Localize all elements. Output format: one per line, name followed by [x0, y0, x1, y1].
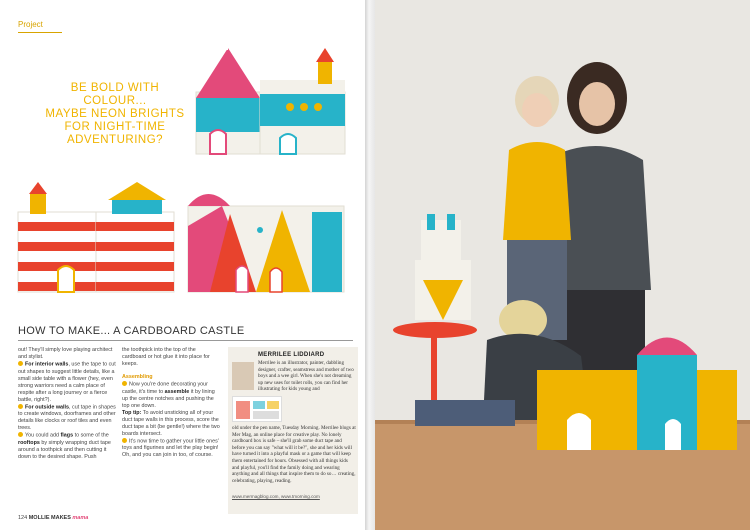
body-column-2: [122, 347, 220, 459]
bio-text-continued: old under the pen name, Tuesday Morning. Merrilee blogs at Mer Mag, an online place for creative play. No lonely cardboard box is safe – she'll grab some duct tape and before you can say "what will it be?", she and her kids will have turned it into a playful mask or a game that will keep them entertained for hours. Obsessed with all things kids and playful, you'll find the family doing and wearing anything and all things that inspire them to do so… creating, celebrating, playing, reading.: [232, 425, 356, 484]
castle-craft-top: [196, 42, 345, 154]
headline-line-3: FOR NIGHT-TIME: [64, 121, 166, 133]
top-tip-label: Top tip:: [122, 409, 142, 416]
howto-rule: [18, 340, 353, 341]
pull-quote-headline: [45, 82, 185, 147]
blog-screenshot-image: [232, 396, 282, 422]
top-tip-text: To avoid unsticking all of your duct tape walls in this process, score the duct tape a bit (be gentle!) where the two boards intersect.: [122, 409, 220, 437]
col1-text-4c: by simply wrapping duct tape around a toothpick and then cutting it down to the desired shape. Push: [18, 439, 111, 460]
col2-text-2b: it by lining up the centre notches and pushing the top one down.: [122, 388, 215, 409]
page-gutter: [365, 0, 375, 530]
col1-text-3: , cut tape in shapes to create windows, doorframes and other details like clocks or roof tiles and even trees.: [18, 404, 116, 431]
section-label: Project: [18, 20, 43, 29]
col1-bold-3: flags: [60, 432, 74, 439]
col1-bold-4: rooftops: [18, 439, 40, 446]
col1-bold-1: For interior walls: [25, 361, 69, 368]
cardboard-castle-photos: [0, 0, 365, 320]
right-page-photo: [375, 0, 750, 530]
col1-text-4b: to some of the: [73, 432, 109, 439]
col1-text-4a: You could add: [25, 432, 61, 439]
bullet-icon: [122, 438, 127, 443]
subhead-assembling: Assembling: [122, 374, 153, 380]
col2-paragraph-3: [122, 438, 220, 460]
col1-paragraph-3: [18, 404, 116, 433]
bio-title: MERRILEE LIDDIARD: [258, 352, 325, 358]
headline-line-4: ADVENTURING?: [66, 134, 164, 146]
col2-paragraph-2: [122, 381, 220, 410]
body-column-1: [18, 347, 116, 461]
page-number: 124: [18, 515, 28, 521]
col2-paragraph-1: the toothpick into the top of the cardboard or hot glue it into place for keeps.: [122, 347, 210, 367]
magazine-name: MOLLIE MAKES: [28, 515, 71, 521]
page-folio: [18, 515, 88, 521]
col1-paragraph-4: [18, 432, 116, 461]
headline-line-2: MAYBE NEON BRIGHTS: [45, 108, 185, 120]
col2-text-2a: Now you're done decorating your castle, it's time to: [122, 381, 208, 395]
col1-paragraph-1: out! They'll simply love playing architect and stylist.: [18, 347, 113, 360]
bio-text: Merrilee is an illustrator, painter, dabbling designer, crafter, seamstress and mother of two boys and a wee girl. When she's not dreaming up new uses for toilet rolls, you can find her illustrating for kids young and: [258, 360, 354, 393]
col1-bold-2: For outside walls: [25, 404, 70, 410]
magazine-suffix: mama: [72, 515, 89, 521]
family-playing-photo: [375, 0, 750, 530]
bullet-icon: [18, 361, 23, 366]
castle-craft-right: [188, 194, 344, 292]
left-page: [0, 0, 365, 530]
castle-craft-left: [18, 182, 174, 292]
col1-paragraph-2: [18, 361, 116, 404]
col2-text-3: It's now time to gather your little ones' toys and figurines and let the play begin! Oh, and you can join in too, of course.: [122, 438, 219, 458]
bio-links[interactable]: www.mermagblog.com, www.tmorning.com: [232, 494, 320, 499]
col2-bold-1: assemble: [164, 388, 190, 395]
bullet-icon: [18, 404, 23, 409]
author-photo: [232, 362, 254, 390]
bullet-icon: [18, 432, 23, 437]
col2-tip: [122, 410, 220, 438]
col1-text-2: , use the tape to cut out shapes to suggest little details, like a small side table with a flower (hey, even strong warriors need a calm place of respite after a long journey or a fierce battle, right?).: [18, 361, 116, 403]
bullet-icon: [122, 381, 127, 386]
howto-title: HOW TO MAKE... A CARDBOARD CASTLE: [18, 325, 245, 337]
headline-line-1: BE BOLD WITH COLOUR...: [70, 82, 160, 107]
